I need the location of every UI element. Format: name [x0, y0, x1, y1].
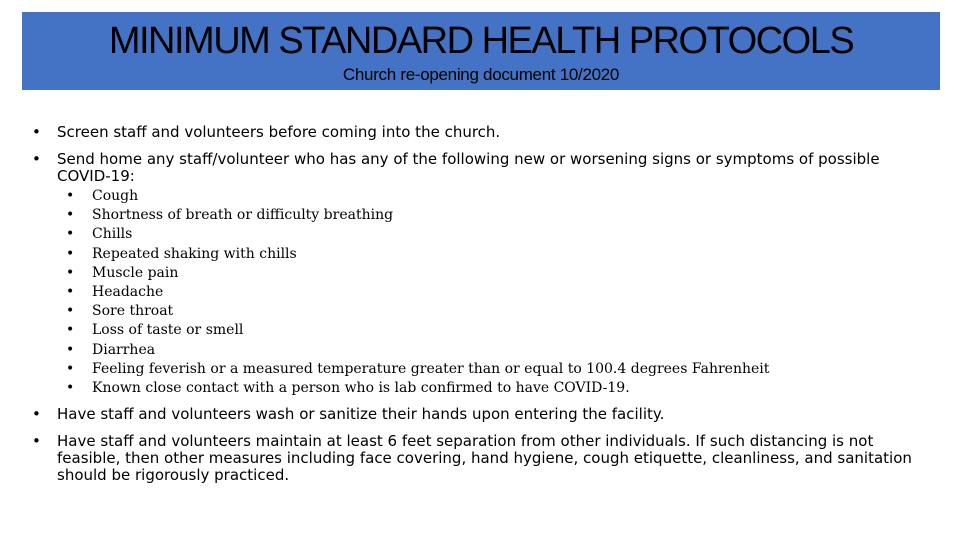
symptom-item: [0, 264, 960, 283]
symptom-item: [0, 321, 960, 340]
bullet-glyph: •: [66, 379, 75, 396]
symptom-item: [0, 302, 960, 321]
bullet-screen-staff: Screen staff and volunteers before coming into the church.: [57, 123, 501, 141]
bullet-glyph: •: [66, 245, 75, 262]
symptom-item: [0, 341, 960, 360]
bullet-glyph: •: [32, 150, 41, 168]
bullet-glyph: •: [66, 341, 75, 358]
bullet-distancing: Have staff and volunteers maintain at least 6 feet separation from other individuals. If such distancing is not feasible, then other measures including face covering, hand hygiene, cough etiquette, cleanliness, and sanitation should be rigorously practiced.: [57, 432, 912, 484]
symptom-text: Cough: [92, 188, 139, 204]
symptom-text: Feeling feverish or a measured temperature greater than or equal to 100.4 degrees Fahrenheit: [92, 360, 770, 377]
symptom-item: [0, 187, 960, 206]
symptom-text: Known close contact with a person who is lab confirmed to have COVID-19.: [92, 379, 630, 396]
page-subtitle: Church re-opening document 10/2020: [342, 65, 620, 84]
symptom-text: Repeated shaking with chills: [92, 245, 297, 262]
symptom-text: Loss of taste or smell: [92, 322, 244, 339]
bullet-glyph: •: [32, 123, 41, 141]
bullet-send-home: Send home any staff/volunteer who has any of the following new or worsening signs or symptoms of possible COVID-19:: [57, 150, 880, 185]
bullet-glyph: •: [66, 188, 75, 204]
symptom-list: [0, 187, 960, 398]
symptom-text: Muscle pain: [92, 264, 179, 281]
bullet-glyph: •: [32, 405, 41, 423]
bullet-glyph: •: [66, 264, 75, 281]
symptom-item: [0, 379, 960, 398]
bullet-wash-hands: Have staff and volunteers wash or sanitize their hands upon entering the facility.: [57, 405, 665, 423]
bullet-glyph: •: [66, 360, 75, 377]
bullet-glyph: •: [66, 303, 75, 320]
symptom-item: [0, 206, 960, 225]
page-title: MINIMUM STANDARD HEALTH PROTOCOLS: [108, 20, 854, 62]
symptom-text: Diarrhea: [92, 341, 156, 358]
symptom-text: Chills: [92, 226, 133, 243]
symptom-text: Headache: [92, 283, 164, 300]
symptom-text: Shortness of breath or difficulty breathing: [92, 207, 394, 224]
symptom-item: [0, 245, 960, 264]
bullet-glyph: •: [66, 226, 75, 243]
bullet-glyph: •: [66, 283, 75, 300]
symptom-item: [0, 225, 960, 244]
symptom-item: [0, 283, 960, 302]
bullet-glyph: •: [66, 322, 75, 339]
symptom-item: [0, 360, 960, 379]
bullet-glyph: •: [66, 207, 75, 224]
bullet-glyph: •: [32, 432, 41, 450]
symptom-text: Sore throat: [92, 303, 174, 320]
